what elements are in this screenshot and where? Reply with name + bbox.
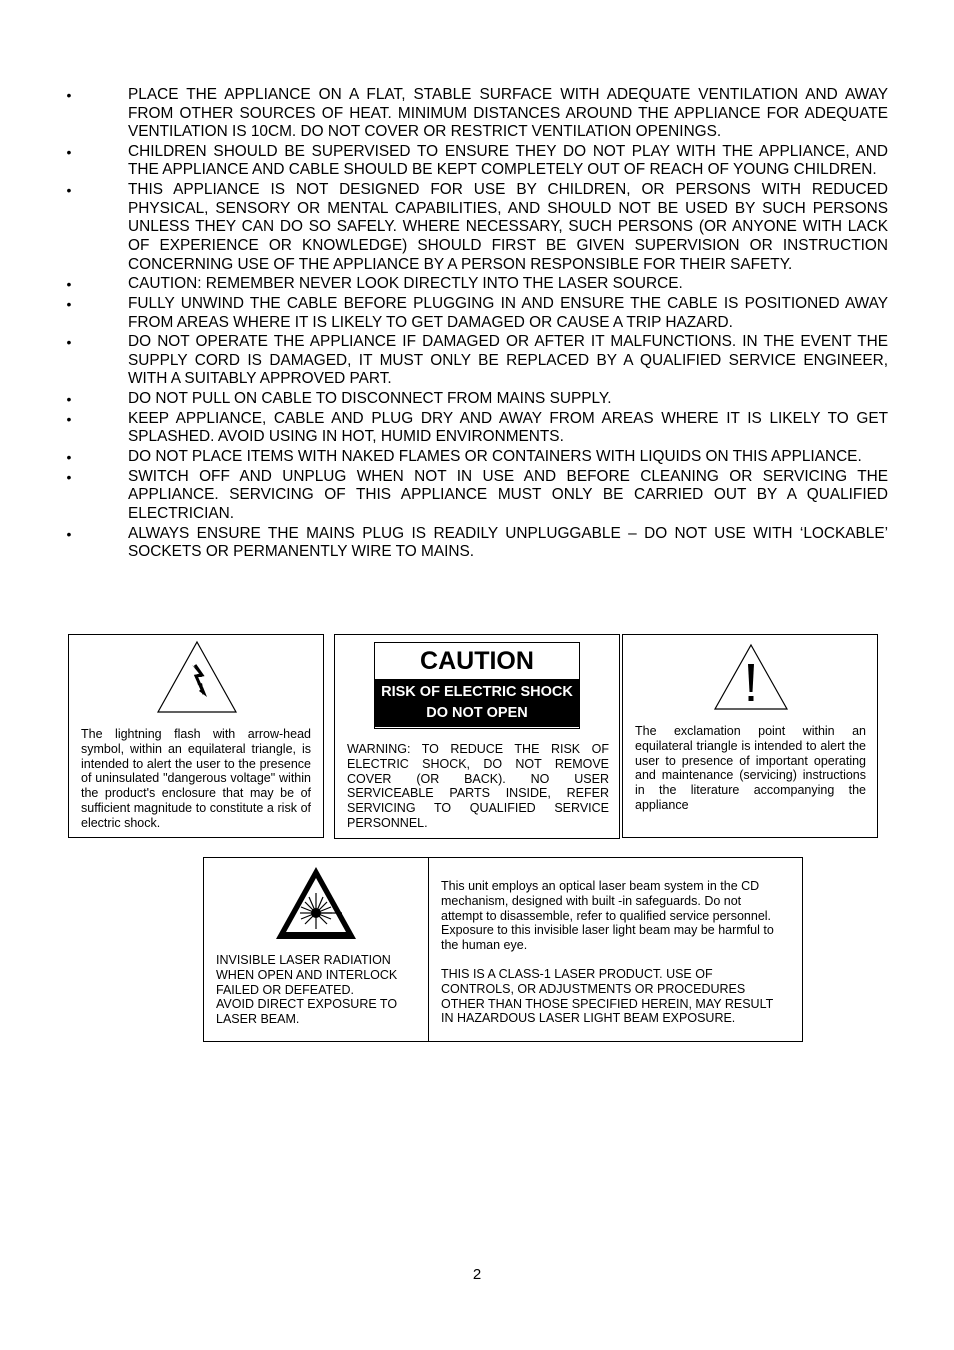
page-number: 2 <box>472 1266 482 1283</box>
list-item <box>62 525 888 562</box>
list-item <box>62 468 888 524</box>
exclamation-symbol-description: The exclamation point within an equilateral triangle is intended to alert the user to presence of important operating and maintenance (servicing) instructions in the literature accompanying the appliance <box>635 724 866 812</box>
laser-radiation-line: INVISIBLE LASER RADIATION <box>216 953 391 967</box>
list-item-text: CAUTION: REMEMBER NEVER LOOK DIRECTLY INTO THE LASER SOURCE. <box>128 275 683 293</box>
list-item-text: KEEP APPLIANCE, CABLE AND PLUG DRY AND AWAY FROM AREAS WHERE IT IS LIKELY TO GET SPLASHED. AVOID USING IN HOT, HUMID ENVIRONMENTS. <box>128 409 888 446</box>
lightning-symbol-box <box>68 634 324 838</box>
list-item-text: THIS APPLIANCE IS NOT DESIGNED FOR USE BY CHILDREN, OR PERSONS WITH REDUCED PHYSICAL, SENSORY OR MENTAL CAPABILITIES, AND SHOULD NOT BE USED BY SUCH PERSONS UNLESS THEY CAN DO SO SAFELY. WHERE NECESSARY, SUCH PERSONS (OR ANYONE WITH LACK OF EXPERIENCE OR KNOWLEDGE) SHOULD FIRST BE GIVEN SUPERVISION OR INSTRUCTION CONCERNING USE OF THE APPLIANCE BY A PERSON RESPONSIBLE FOR THEIR SAFETY. <box>128 181 888 273</box>
caution-warning-text: WARNING: TO REDUCE THE RISK OF ELECTRIC SHOCK, DO NOT REMOVE COVER (OR BACK). NO USER SERVICEABLE PARTS INSIDE, REFER SERVICING TO QUALIFIED SERVICE PERSONNEL. <box>347 742 609 830</box>
list-item <box>62 448 888 467</box>
caution-sign-line-1: RISK OF ELECTRIC SHOCK <box>381 684 573 700</box>
laser-radiation-line: WHEN OPEN AND INTERLOCK <box>216 967 398 982</box>
laser-radiation-label <box>216 953 421 1027</box>
list-item <box>62 390 888 409</box>
laser-product-info <box>441 879 791 1026</box>
laser-warning-box <box>203 857 803 1042</box>
list-item <box>62 86 888 142</box>
caution-sign-box <box>334 634 620 839</box>
laser-class-paragraph <box>441 967 791 1026</box>
list-item-text: ALWAYS ENSURE THE MAINS PLUG IS READILY UNPLUGGABLE – DO NOT USE WITH ‘LOCKABLE’ SOCKETS OR PERMANENTLY WIRE TO MAINS. <box>128 524 888 561</box>
caution-sign <box>374 642 580 729</box>
laser-info-line: This unit employs an optical laser beam system in the CD <box>441 879 760 893</box>
laser-info-line: the human eye. <box>441 938 528 953</box>
exclamation-triangle-icon <box>712 642 790 712</box>
bullet-icon: • <box>66 391 72 408</box>
list-item <box>62 295 888 332</box>
bullet-icon: • <box>66 143 72 160</box>
laser-box-divider <box>428 858 429 1041</box>
list-item-text: PLACE THE APPLIANCE ON A FLAT, STABLE SURFACE WITH ADEQUATE VENTILATION AND AWAY FROM OTHER SOURCES OF HEAT. MINIMUM DISTANCES AROUND THE APPLIANCE FOR ADEQUATE VENTILATION IS 10CM. DO NOT COVER OR RESTRICT VENTILATION OPENINGS. <box>128 86 888 141</box>
laser-info-line: attempt to disassemble, refer to qualified service personnel. <box>441 908 772 923</box>
laser-class-line: THIS IS A CLASS-1 LASER PRODUCT. USE OF <box>441 966 713 981</box>
bullet-icon: • <box>66 468 72 485</box>
lightning-triangle-icon <box>155 639 239 715</box>
laser-class-line: IN HAZARDOUS LASER LIGHT BEAM EXPOSURE. <box>441 1011 736 1026</box>
laser-info-line: Exposure to this invisible laser light beam may be harmful to <box>441 923 774 938</box>
laser-radiation-line: FAILED OR DEFEATED. <box>216 982 354 997</box>
list-item-text: DO NOT PLACE ITEMS WITH NAKED FLAMES OR CONTAINERS WITH LIQUIDS ON THIS APPLIANCE. <box>128 448 862 466</box>
laser-info-line: mechanism, designed with built -in safeguards. Do not <box>441 893 742 908</box>
list-item-text: DO NOT OPERATE THE APPLIANCE IF DAMAGED OR AFTER IT MALFUNCTIONS. IN THE EVENT THE SUPPLY CORD IS DAMAGED, IT MUST ONLY BE REPLACED BY A QUALIFIED SERVICE ENGINEER, WITH A SUITABLY APPROVED PART. <box>128 333 888 388</box>
bullet-icon: • <box>66 276 72 293</box>
bullet-icon: • <box>66 449 72 466</box>
caution-sign-banner <box>375 679 579 727</box>
lightning-symbol-description: The lightning flash with arrow-head symbol, within an equilateral triangle, is intended to alert the user to the presence of uninsulated "dangerous voltage" within the product's enclosure that may be of sufficient magnitude to constitute a risk of electric shock. <box>81 727 311 830</box>
list-item-text: SWITCH OFF AND UNPLUG WHEN NOT IN USE AND BEFORE CLEANING OR SERVICING THE APPLIANCE. SERVICING OF THIS APPLIANCE MUST ONLY BE CARRIED OUT BY A QUALIFIED ELECTRICIAN. <box>128 467 888 522</box>
list-item-text: DO NOT PULL ON CABLE TO DISCONNECT FROM MAINS SUPPLY. <box>128 390 612 408</box>
caution-sign-line-2: DO NOT OPEN <box>426 705 528 721</box>
laser-radiation-icon <box>274 865 358 941</box>
bullet-icon: • <box>66 87 72 103</box>
list-item <box>62 275 888 294</box>
list-item <box>62 410 888 447</box>
list-item-text: CHILDREN SHOULD BE SUPERVISED TO ENSURE THEY DO NOT PLAY WITH THE APPLIANCE, AND THE APPLIANCE AND CABLE SHOULD BE KEPT COMPLETELY OUT OF REACH OF YOUNG CHILDREN. <box>128 142 888 179</box>
bullet-icon: • <box>66 182 72 199</box>
bullet-icon: • <box>66 295 72 312</box>
laser-radiation-line: AVOID DIRECT EXPOSURE TO <box>216 997 398 1012</box>
laser-info-paragraph <box>441 879 791 953</box>
list-item-text: FULLY UNWIND THE CABLE BEFORE PLUGGING IN AND ENSURE THE CABLE IS POSITIONED AWAY FROM AREAS WHERE IT IS LIKELY TO GET DAMAGED OR CAUSE A TRIP HAZARD. <box>128 294 888 331</box>
list-item <box>62 181 888 274</box>
laser-class-line: CONTROLS, OR ADJUSTMENTS OR PROCEDURES <box>441 981 746 996</box>
exclamation-symbol-box <box>622 634 878 838</box>
bullet-icon: • <box>66 334 72 351</box>
list-item <box>62 143 888 180</box>
bullet-icon: • <box>66 525 72 542</box>
laser-class-line: OTHER THAN THOSE SPECIFIED HEREIN, MAY RESULT <box>441 996 774 1011</box>
bullet-icon: • <box>66 410 72 427</box>
list-item <box>62 333 888 389</box>
safety-instructions-list <box>62 86 888 563</box>
laser-radiation-line: LASER BEAM. <box>216 1012 300 1027</box>
caution-sign-title: CAUTION <box>375 643 579 679</box>
